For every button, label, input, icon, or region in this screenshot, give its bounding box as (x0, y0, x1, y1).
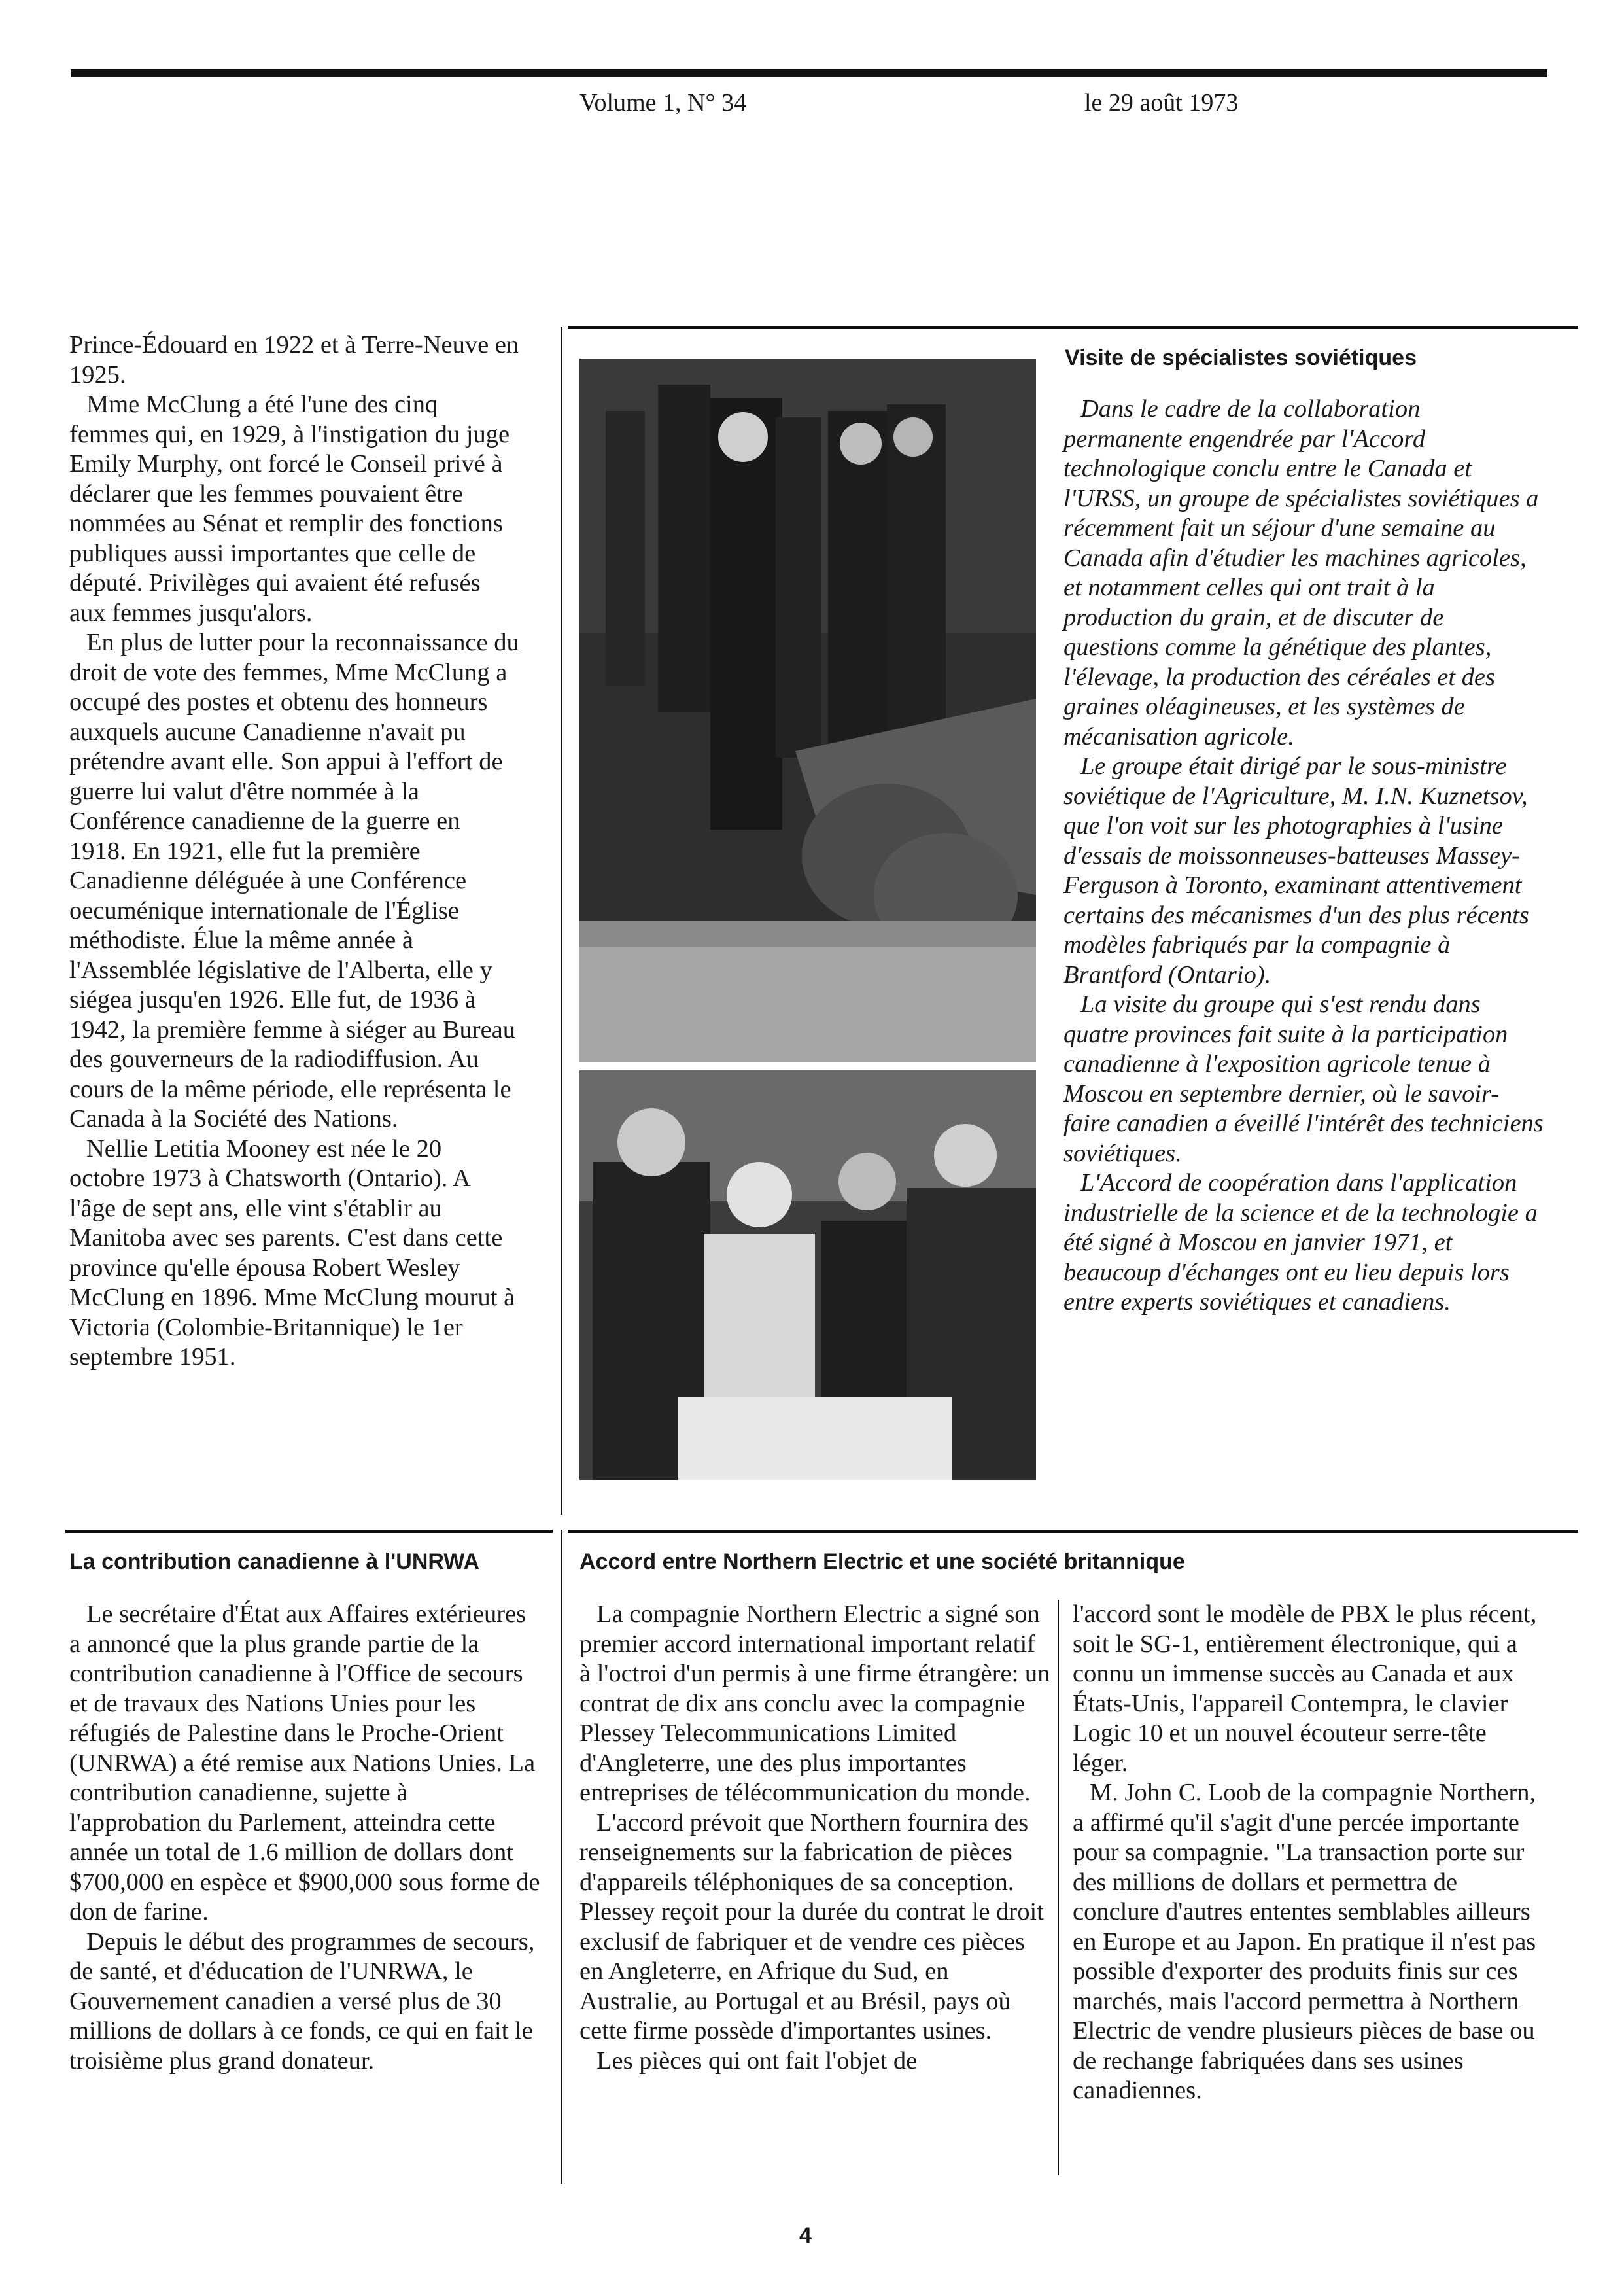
soviet-heading: Visite de spécialistes soviétiques (1065, 345, 1417, 370)
article-paragraph: Depuis le début des programmes de secours, de santé, et d'éducation de l'UNRWA, le Gouvernement canadien a versé plus de 30 millions de dollars à ce fonds, ce qui en fait le troisième plus grand donateur. (69, 1927, 535, 2075)
article-paragraph: M. John C. Loob de la compagnie Northern, a affirmé qu'il s'agit d'une percée importante pour sa compagnie. "La transaction porte sur des millions de dollars et permettra de conclure d'autres ententes semblables ailleurs en Europe et au Japon. En pratique il n'est pas possible d'exporter des produits finis sur ces marchés, mais l'accord permettra à Northern Electric de vendre plusieurs pièces de base ou de rechange fabriquées dans ses usines canadiennes. (1073, 1779, 1536, 2104)
article-paragraph: l'accord sont le modèle de PBX le plus récent, soit le SG-1, entièrement électronique, qui a connu un immense succès au Canada et aux États-Unis, l'appareil Contempra, le clavier Logic 10 et un nouvel écouteur serre-tête léger. (1073, 1600, 1537, 1777)
mcclung-article (69, 330, 522, 1373)
page-number: 4 (799, 2223, 812, 2248)
article-paragraph: Le secrétaire d'État aux Affaires extérieures a annoncé que la plus grande partie de la contribution canadienne à l'Office de secours et de travaux des Nations Unies pour les réfugiés de Palestine dans le Proche-Orient (UNRWA) a été remise aux Nations Unies. La contribution canadienne, sujette à l'approbation du Parlement, atteindra cette année un total de 1.6 million de dollars dont $700,000 en espèce et $900,000 sous forme de don de farine. (69, 1600, 540, 1925)
article-paragraph: Nellie Letitia Mooney est née le 20 octobre 1973 à Chatsworth (Ontario). A l'âge de sept ans, elle vint s'établir au Manitoba avec ses parents. C'est dans cette province qu'elle épousa Robert Wesley McClung en 1896. Mme McClung mourut à Victoria (Colombie-Britannique) le 1er septembre 1951. (69, 1134, 515, 1371)
northern-column-1 (579, 1600, 1050, 2076)
meeting-photo (579, 1070, 1036, 1480)
soviet-section-rule (568, 326, 1578, 329)
northern-column-2 (1073, 1600, 1545, 2106)
article-paragraph: L'Accord de coopération dans l'application industrielle de la science et de la technologie a été signé à Moscou en janvier 1971, et beaucoup d'échanges ont eu lieu depuis lors entre experts soviétiques et canadiens. (1063, 1169, 1538, 1316)
northern-section-rule (568, 1530, 1578, 1533)
soviet-article (1063, 395, 1544, 1318)
factory-photo (579, 359, 1036, 1062)
northern-column-divider (1058, 1600, 1059, 2175)
masthead-rule (71, 69, 1547, 77)
northern-heading: Accord entre Northern Electric et une société britannique (579, 1549, 1185, 1574)
unrwa-section-rule (65, 1530, 553, 1533)
article-paragraph: Mme McClung a été l'une des cinq femmes qui, en 1929, à l'instigation du juge Emily Murphy, ont forcé le Conseil privé à déclarer que les femmes pouvaient être nommées au Sénat et remplir des fonctions publiques aussi importantes que celle de député. Privilèges qui avaient été refusés aux femmes jusqu'alors. (69, 391, 510, 627)
article-paragraph: La visite du groupe qui s'est rendu dans quatre provinces fait suite à la participation canadienne à l'exposition agricole tenue à Moscou en septembre dernier, où le savoir-faire canadien a éveillé l'intérêt des techniciens soviétiques. (1063, 991, 1544, 1167)
volume-number: Volume 1, N° 34 (579, 89, 747, 116)
article-paragraph: La compagnie Northern Electric a signé son premier accord international important relatif à l'octroi d'un permis à une firme étrangère: un contrat de dix ans conclu avec la compagnie Plessey Telecommunications Limited d'Angleterre, une des plus importantes entreprises de télécommunication du monde. (579, 1600, 1050, 1806)
unrwa-heading: La contribution canadienne à l'UNRWA (69, 1549, 480, 1574)
issue-date: le 29 août 1973 (1084, 89, 1239, 116)
article-paragraph: Les pièces qui ont fait l'objet de (596, 2046, 918, 2075)
article-paragraph: En plus de lutter pour la reconnaissance du droit de vote des femmes, Mme McClung a occupé des postes et obtenu des honneurs auxquels aucune Canadienne n'avait pu prétendre avant elle. Son appui à l'effort de guerre lui valut d'être nommée à la Conférence canadienne de la guerre en 1918. En 1921, elle fut la première Canadienne déléguée à une Conférence oecuménique internationale de l'Église méthodiste. Élue la même année à l'Assemblée législative de l'Alberta, elle y siégea jusqu'en 1926. Elle fut, de 1936 à 1942, la première femme à siéger au Bureau des gouverneurs de la radiodiffusion. Au cours de la même période, elle représenta le Canada à la Société des Nations. (69, 629, 519, 1132)
unrwa-article (69, 1600, 542, 2076)
article-paragraph: Le groupe était dirigé par le sous-ministre soviétique de l'Agriculture, M. I.N. Kuznetsov, que l'on voit sur les photographies à l'usine d'essais de moissonneuses-batteuses Massey-Ferguson à Toronto, examinant attentivement certains des mécanismes d'un des plus récents modèles fabriqués par la compagnie à Brantford (Ontario). (1063, 752, 1529, 989)
article-paragraph: L'accord prévoit que Northern fournira des renseignements sur la fabrication de pièces d'appareils téléphoniques de sa conception. Plessey reçoit pour la durée du contrat le droit exclusif de fabriquer et de vendre ces pièces en Angleterre, en Afrique du Sud, en Australie, au Portugal et au Brésil, pays où cette firme possède d'importantes usines. (579, 1808, 1044, 2045)
article-paragraph: Prince-Édouard en 1922 et à Terre-Neuve en 1925. (69, 331, 519, 389)
article-paragraph: Dans le cadre de la collaboration permanente engendrée par l'Accord technologique conclu entre le Canada et l'URSS, un groupe de spécialistes soviétiques a récemment fait un séjour d'une semaine au Canada afin d'étudier les machines agricoles, et notamment celles qui ont trait à la production du grain, et de discuter de questions comme la génétique des plantes, l'élevage, la production des céréales et des graines oléagineuses, et les systèmes de mécanisation agricole. (1063, 395, 1539, 750)
column-divider-bottom (561, 1530, 562, 2184)
column-divider-top (561, 327, 562, 1515)
